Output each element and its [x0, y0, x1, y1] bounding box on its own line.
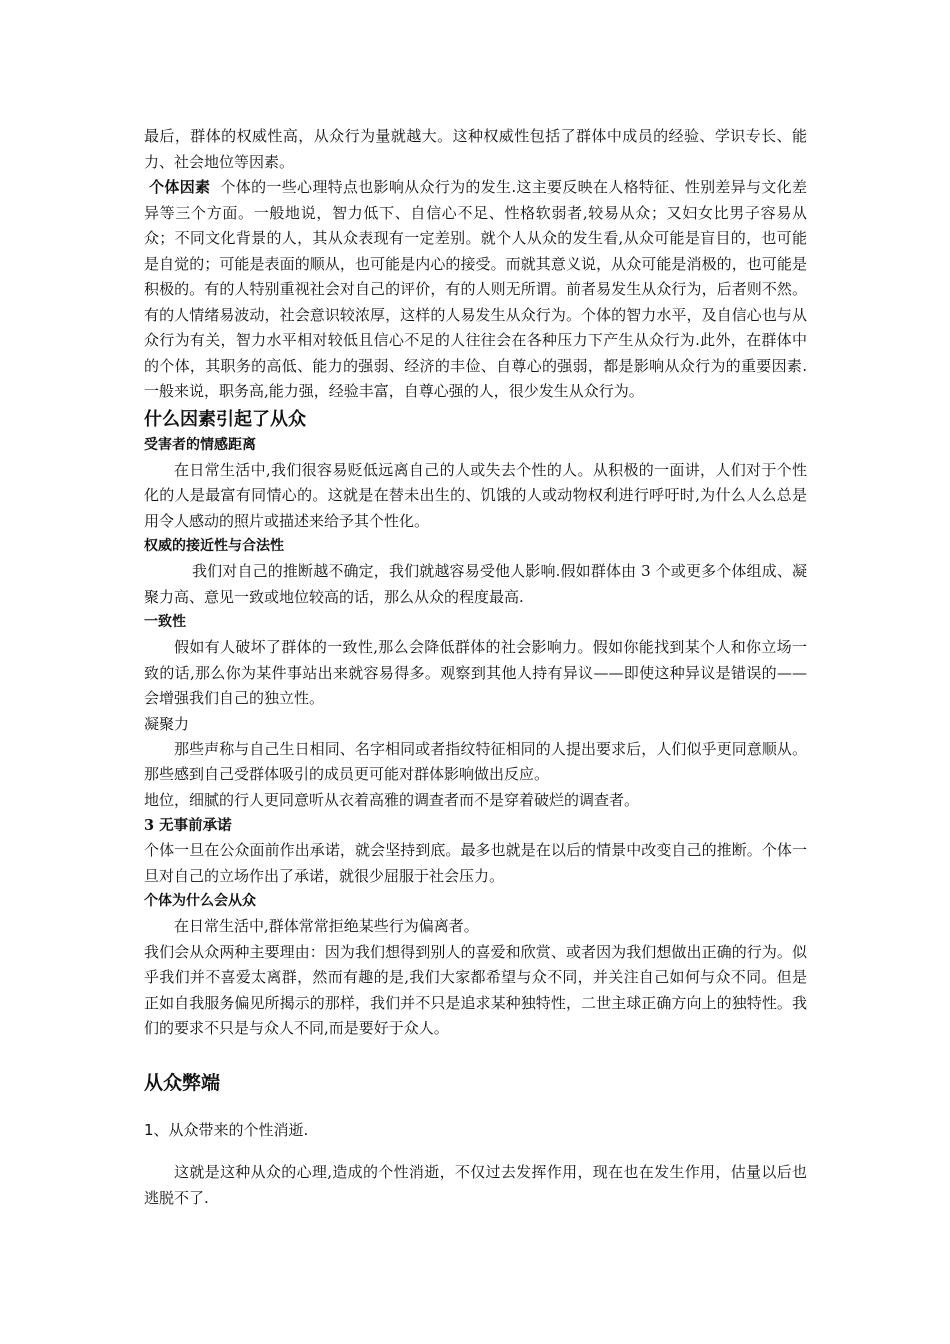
drawbacks-section	[144, 1068, 807, 1211]
individual-factors-label: 个体因素	[149, 178, 211, 196]
paragraph-individuality-loss: 这就是这种从众的心理,造成的个性消逝，不仅过去发挥作用，现在也在发生作用，估量以后也逃脱不了.	[144, 1163, 807, 1207]
heading-authority-proximity: 权威的接近性与合法性	[144, 538, 284, 554]
heading-cohesion: 凝聚力	[144, 714, 190, 733]
heading-victim-distance: 受害者的情感距离	[144, 436, 256, 453]
heading-drawbacks: 从众弊端	[144, 1072, 221, 1094]
heading-no-prior-commitment: 3 无事前承诺	[144, 817, 232, 834]
paragraph-commitment: 个体一旦在公众面前作出承诺，就会坚持到底。最多也就是在以后的情景中改变自己的推断。个体一旦对自己的立场作出了承诺，就很少屈服于社会压力。	[144, 841, 807, 885]
paragraph-unanimity: 假如有人破坏了群体的一致性,那么会降低群体的社会影响力。假如你能找到某个人和你立场一致的话,那么你为某件事站出来就容易得多。观察到其他人持有异议——即使这种异议是错误的——会增强我们自己的独立性。	[144, 638, 807, 707]
heading-what-causes-conformity: 什么因素引起了从众	[144, 408, 306, 430]
paragraph-why-conform-2: 我们会从众两种主要理由：因为我们想得到别人的喜爱和欣赏、或者因为我们想做出正确的行为。似乎我们并不喜爱太离群，然而有趣的是,我们大家都希望与众不同，并关注自己如何与众不同。但是正如自我服务偏见所揭示的那样，我们并不只是追求某种独特性，二世主球正确方向上的独特性。我们的要求不只是与众人不同,而是要好于众人。	[144, 942, 807, 1037]
paragraph-group-authority: 最后，群体的权威性高，从众行为量就越大。这种权威性包括了群体中成员的经验、学识专长、能力、社会地位等因素。	[144, 127, 807, 171]
heading-why-conform: 个体为什么会从众	[144, 893, 256, 909]
paragraph-why-conform-1: 在日常生活中,群体常常拒绝某些行为偏离者。	[174, 917, 479, 935]
paragraph-authority-proximity: 我们对自己的推断越不确定，我们就越容易受他人影响.假如群体由 3 个或更多个体组成、凝聚力高、意见一致或地位较高的话，那么从众的程度最高.	[144, 562, 807, 606]
individual-factors-text: 个体的一些心理特点也影响从众行为的发生.这主要反映在人格特征、性别差异与文化差异等三个方面。一般地说，智力低下、自信心不足、性格软弱者,较易从众；又妇女比男子容易从众；不同文化背景的人，其从众表现有一定差别。就个人从众的发生看,从众可能是盲目的，也可能是自觉的；可能是表面的顺从，也可能是内心的接受。而就其意义说，从众可能是消极的，也可能是积极的。有的人特别重视社会对自己的评价，有的人则无所谓。前者易发生从众行为，后者则不然。有的人情绪易波动，社会意识较浓厚，这样的人易发生从众行为。个体的智力水平，及自信心也与从众行为有关，智力水平相对较低且信心不足的人往往会在各种压力下产生从众行为.此外，在群体中的个体，其职务的高低、能力的强弱、经济的丰俭、自尊心的强弱，都是影响从众行为的重要因素.一般来说，职务高,能力强，经验丰富，自尊心强的人，很少发生从众行为。	[144, 178, 807, 400]
paragraph-victim-distance: 在日常生活中,我们很容易贬低远离自己的人或失去个性的人。从积极的一面讲，人们对于个性化的人是最富有同情心的。这就是在替未出生的、饥饿的人或动物权利进行呼吁时,为什么人么总是用令人感动的照片或描述来给予其个性化。	[144, 460, 807, 530]
paragraph-cohesion: 那些声称与自己生日相同、名字相同或者指纹特征相同的人提出要求后，人们似乎更同意顺从。那些感到自己受群体吸引的成员更可能对群体影响做出反应。	[144, 739, 807, 783]
paragraph-status: 地位，细腻的行人更同意听从衣着高雅的调查者而不是穿着破烂的调查者。	[144, 790, 640, 809]
list-item-individuality-loss: 1、从众带来的个性消逝.	[144, 1121, 309, 1139]
heading-unanimity: 一致性	[144, 614, 186, 630]
document-body	[144, 124, 807, 1042]
paragraph-individual-factors	[144, 175, 807, 405]
